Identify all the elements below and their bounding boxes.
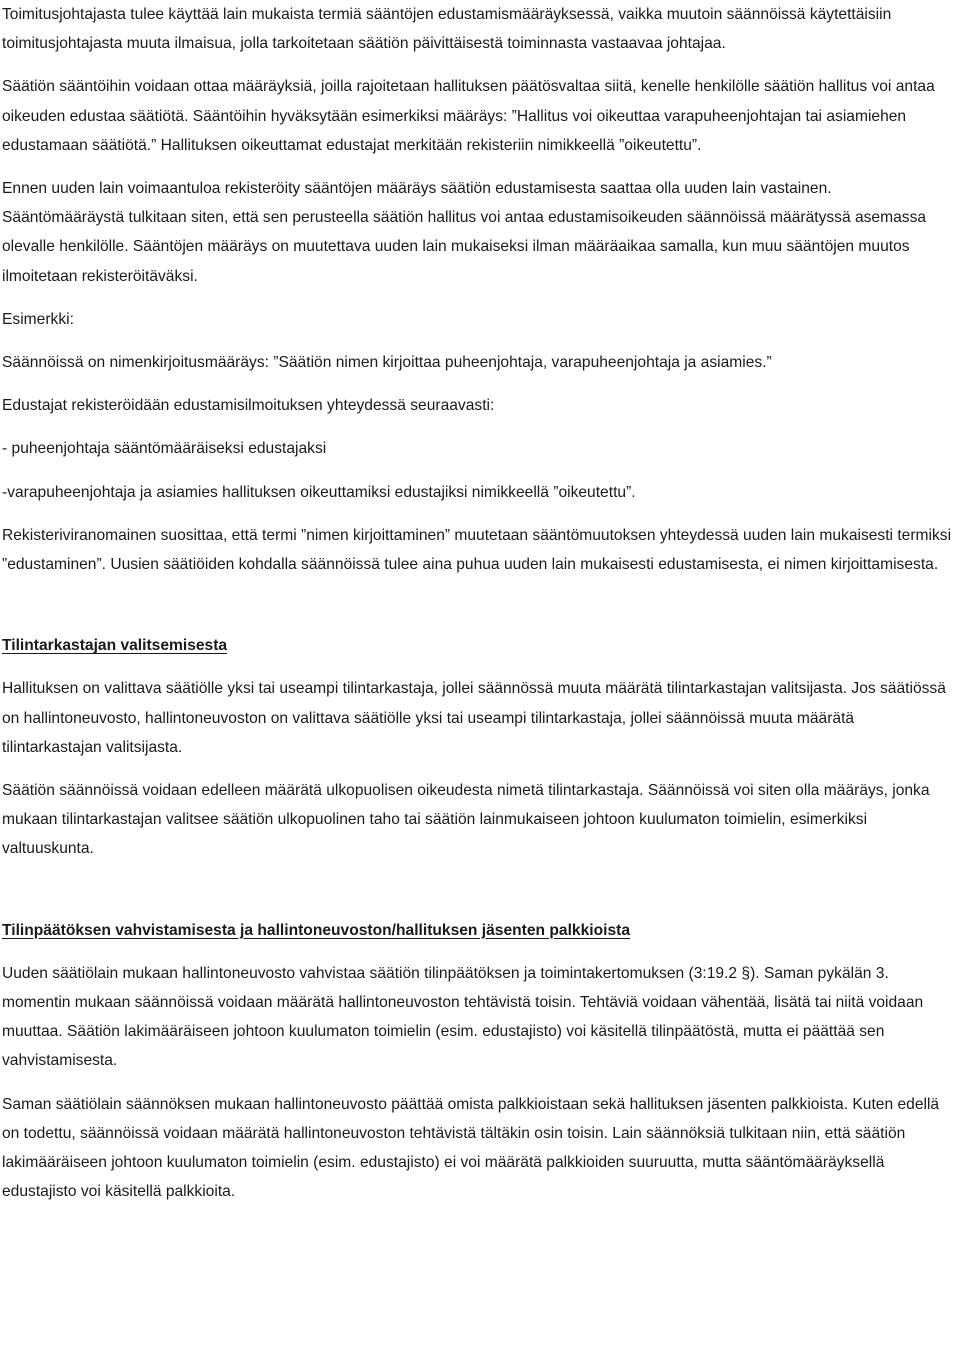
paragraph-example-rule: Säännöissä on nimenkirjoitusmääräys: ”Säätiön nimen kirjoittaa puheenjohtaja, varapuheenjohtaja ja asiamies.” bbox=[2, 354, 772, 372]
section-heading-financial-statements: Tilinpäätöksen vahvistamisesta ja hallintoneuvoston/hallituksen jäsenten palkkioista bbox=[2, 921, 630, 939]
document-page bbox=[2, 0, 958, 1207]
paragraph-external-auditor: Säätiön säännöissä voidaan edelleen määrätä ulkopuolisen oikeudesta nimetä tilintarkastaja. Säännöissä voi siten olla määräys, jonka mukaan tilintarkastajan valitsee säätiön ulkopuolinen taho tai säätiön lainmukaiseen johtoon kuulumaton toimielin, esimerkiksi valtuuskunta. bbox=[2, 782, 930, 858]
paragraph-example-label: Esimerkki: bbox=[2, 310, 74, 328]
section-heading-auditor: Tilintarkastajan valitsemisesta bbox=[2, 637, 228, 655]
paragraph-auditor-selection: Hallituksen on valittava säätiölle yksi tai useampi tilintarkastaja, jollei säännössä muuta määrätä tilintarkastajan valitsijasta. Jos säätiössä on hallintoneuvosto, hallintoneuvoston on valittava säätiölle yksi tai useampi tilintarkastaja, jollei säännöissä muuta määrätä tilintarkastajan valitsijasta. bbox=[2, 680, 946, 756]
paragraph-registration-intro: Edustajat rekisteröidään edustamisilmoituksen yhteydessä seuraavasti: bbox=[2, 397, 495, 415]
paragraph-representation-restrictions: Säätiön sääntöihin voidaan ottaa määräyksiä, joilla rajoitetaan hallituksen päätösvaltaa siitä, kenelle henkilölle säätiön hallitus voi antaa oikeuden edustaa säätiötä. Sääntöihin hyväksytään esimerkiksi määräys: ”Hallitus voi oikeuttaa varapuheenjohtajan tai asiamiehen edustamaan säätiötä.” Hallituksen oikeuttamat edustajat merkitään rekisteriin nimikkeellä ”oikeutettu”. bbox=[2, 78, 935, 154]
paragraph-old-rules: Ennen uuden lain voimaantuloa rekisteröity sääntöjen määräys säätiön edustamisesta saattaa olla uuden lain vastainen. Sääntömääräystä tulkitaan siten, että sen perusteella säätiön hallitus voi antaa edustamisoikeuden säännöissä määrätyssä asemassa olevalle henkilölle. Sääntöjen määräys on muutettava uuden lain mukaiseksi ilman määräaikaa samalla, kun muu sääntöjen muutos ilmoitetaan rekisteröitäväksi. bbox=[2, 180, 927, 285]
paragraph-financial-statements: Uuden säätiölain mukaan hallintoneuvosto vahvistaa säätiön tilinpäätöksen ja toimintakertomuksen (3:19.2 §). Saman pykälän 3. momentin mukaan säännöissä voidaan määrätä hallintoneuvoston tehtävistä toisin. Tehtäviä voidaan vähentää, lisätä tai niitä voidaan muuttaa. Säätiön lakimääräiseen johtoon kuulumaton toimielin (esim. edustajisto) voi käsitellä tilinpäätöstä, mutta ei päättää sen vahvistamisesta. bbox=[2, 964, 924, 1070]
list-item-chair: - puheenjohtaja sääntömääräiseksi edustajaksi bbox=[2, 440, 327, 458]
list-item-vice-chair: -varapuheenjohtaja ja asiamies hallituksen oikeuttamiksi edustajiksi nimikkeellä ”oikeutettu”. bbox=[2, 483, 636, 501]
paragraph-terminology-recommendation: Rekisteriviranomainen suosittaa, että termi ”nimen kirjoittaminen” muutetaan sääntömuutoksen yhteydessä uuden lain mukaisesti termiksi ”edustaminen”. Uusien säätiöiden kohdalla säännöissä tulee aina puhua uuden lain mukaisesti edustamisesta, ei nimen kirjoittamisesta. bbox=[2, 526, 952, 574]
paragraph-fees: Saman säätiölain säännöksen mukaan hallintoneuvosto päättää omista palkkioistaan sekä hallituksen jäsenten palkkioista. Kuten edellä on todettu, säännöissä voidaan määrätä hallintoneuvoston tehtävistä tältäkin osin toisin. Lain säännöksiä tulkitaan niin, että säätiön lakimääräiseen johtoon kuulumaton toimielin (esim. edustajisto) ei voi määrätä palkkioiden suuruutta, mutta sääntömääräyksellä edustajisto voi käsitellä palkkioita. bbox=[2, 1095, 940, 1201]
paragraph-ceo-term: Toimitusjohtajasta tulee käyttää lain mukaista termiä sääntöjen edustamismääräyksessä, vaikka muutoin säännöissä käytettäisiin toimitusjohtajasta muuta ilmaisua, jolla tarkoitetaan säätiön päivittäisestä toiminnasta vastaavaa johtajaa. bbox=[2, 6, 892, 53]
